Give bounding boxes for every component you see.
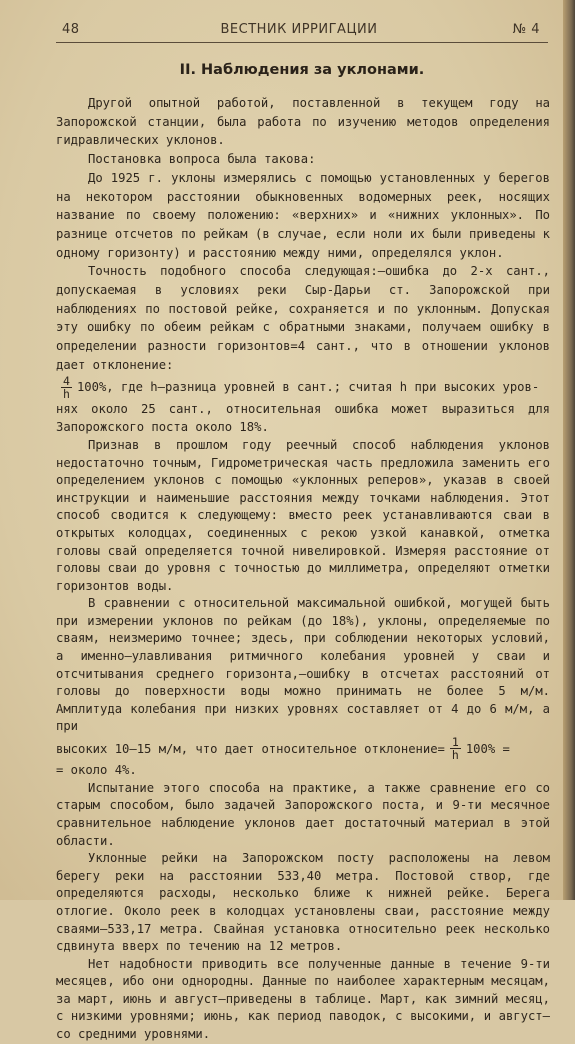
section-title: II. Наблюдения за уклонами. xyxy=(179,62,425,78)
paragraph-comparison-result: = около 4%. xyxy=(56,763,137,778)
paragraph-reperes: Признав в прошлом году реечный способ наблюдения уклонов недостаточно точным, Гидрометрическая часть предложила заменить его определением уклонов с помощью «уклонных реперов», указав в своей инструкции и наименьшие расстояния между точками наблюдения. Этот способ сводится к следующему: вместо реек устанавливаются сваи в открытых колодцах, соединенных с рекою узкой канавкой, отметка головы свай определяется точной нивелировкой. Измеряя расстояние от головы сваи до уровня с точностью до миллиметра, определяют отметки горизонтов воды. xyxy=(56,437,550,593)
fraction-4-over-h xyxy=(61,375,72,400)
formula-text-lead: высоких 10—15 м/м, что дает относительное отклонение= xyxy=(56,741,445,756)
paragraph-intro: Другой опытной работой, поставленной в текущем году на Запорожской станции, была работа по изучению методов определения гидравлических уклонов. xyxy=(56,96,550,148)
article-body xyxy=(56,94,550,1044)
page-edge-shadow xyxy=(563,0,575,900)
formula-line-deviation xyxy=(56,736,550,761)
formula-text: 100%, где h—разница уровней в сант.; считая h при высоких уров- xyxy=(76,380,540,395)
paragraph-accuracy-cont: нях около 25 сант., относительная ошибка может выразиться для Запорожского поста около 18%. xyxy=(56,401,550,435)
formula-text-tail: 100% = xyxy=(465,741,510,756)
paragraph-data-summary: Нет надобности приводить все полученные данные в течение 9-ти месяцев, ибо они однородны. Данные по наиболее характерным месяцам, за март, июнь и август—приведены в таблице. Март, как зимний месяц, с низкими уровнями; июнь, как период паводок, с высокими, и август—со средними уровнями. xyxy=(56,956,550,1042)
formula-line-accuracy xyxy=(56,375,550,400)
paragraph-old-method: До 1925 г. уклоны измерялись с помощью установленных у берегов на некотором расстоянии обыкновенных водомерных реек, носящих название по своему положению: «верхних» и «нижних уклонных». По разнице отсчетов по рейкам (в случае, если ноли их были приведены к одному горизонту) и расстоянию между ними, определялся уклон. xyxy=(56,170,550,260)
running-header xyxy=(56,18,542,44)
fraction-numerator: 4 xyxy=(63,373,70,388)
paragraph-question: Постановка вопроса была такова: xyxy=(88,152,316,167)
page-number: 48 xyxy=(62,22,80,37)
paragraph-testing: Испытание этого способа на практике, а также сравнение его со старым способом, было задачей Запорожского поста, и 9-ти месячное сравнительное наблюдение уклонов дает достаточный материал в этой области. xyxy=(56,780,550,848)
fraction-numerator: 1 xyxy=(451,735,459,750)
paragraph-rods: Уклонные рейки на Запорожском посту расположены на левом берегу реки на расстоянии 533,40 метра. Постовой створ, где определяются расходы, несколько ближе к нижней рейке. Берега отлогие. Около реек в колодцах установлены сваи, расстояние между сваями—533,17 метра. Свайная установка относительно реек несколько сдвинута вверх по течению на 12 метров. xyxy=(56,851,550,954)
fraction-1-over-h xyxy=(450,736,461,761)
paragraph-comparison: В сравнении с относительной максимальной ошибкой, могущей быть при измерении уклонов по рейкам (до 18%), уклоны, определяемые по сваям, неизмеримо точнее; здесь, при соблюдении некоторых условий, а именно—улавливания ритмичного колебания уровней у сваи и отсчитывания среднего горизонта,—ошибку в отсчетах расстояний от головы до поверхности воды можно принимать не более 5 м/м. Амплитуда колебания при низких уровнях составляет от 4 до 6 м/м, а при xyxy=(56,596,550,734)
issue-number: № 4 xyxy=(512,22,540,37)
header-rule xyxy=(56,42,548,43)
paragraph-accuracy: Точность подобного способа следующая:—ошибка до 2-х сант., допускаемая в условиях реки Сыр-Дарьи ст. Запорожской при наблюдениях по постовой рейке, сохраняется и по уклонным. Допуская эту ошибку по обеим рейкам с обратными знаками, получаем ошибку в определении разности горизонтов=4 сант., что в отношении уклонов дает отклонение: xyxy=(56,264,550,372)
fraction-denominator: h xyxy=(451,748,459,763)
fraction-denominator: h xyxy=(63,386,70,401)
journal-title: ВЕСТНИК ИРРИГАЦИИ xyxy=(220,22,378,37)
